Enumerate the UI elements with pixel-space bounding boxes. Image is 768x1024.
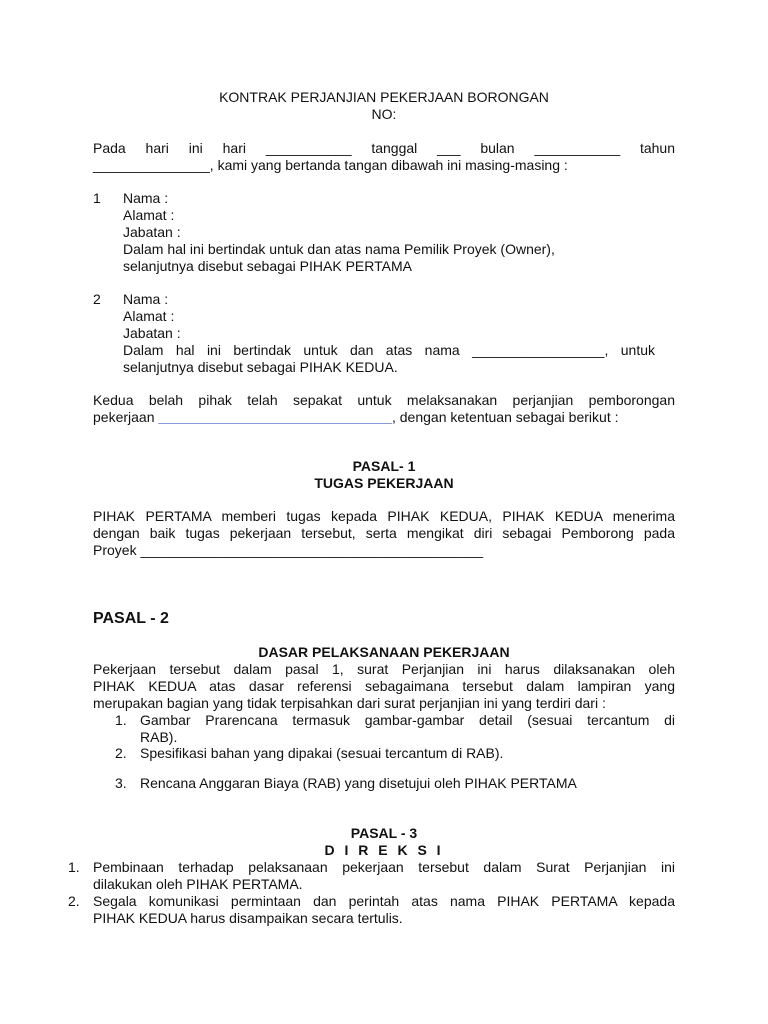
party-2-jabatan: Jabatan : <box>123 325 181 341</box>
party-2-alamat: Alamat : <box>123 308 175 324</box>
pasal-2-heading: PASAL - 2 <box>93 610 169 627</box>
pasal-3-item-1-line-2: dilakukan oleh PIHAK PERTAMA. <box>93 876 303 892</box>
pasal-2-item-2-text: Spesifikasi bahan yang dipakai (sesuai tercantum di RAB). <box>140 745 504 761</box>
pasal-2-item-2 <box>115 745 675 762</box>
pasal-1-subheading: TUGAS PEKERJAAN <box>314 475 454 491</box>
party-2-role-line-2: selanjutnya disebut sebagai PIHAK KEDUA. <box>123 359 398 375</box>
intro-line-2: _______________, kami yang bertanda tangan dibawah ini masing-masing : <box>93 157 568 173</box>
pasal-3-item-2-number: 2. <box>68 893 80 909</box>
pasal-2-item-3 <box>115 775 675 792</box>
pasal-3-item-2 <box>68 893 675 927</box>
pasal-2-item-1-number: 1. <box>115 712 127 728</box>
pasal-2-item-2-number: 2. <box>115 745 127 761</box>
party-2-nama: Nama : <box>123 291 169 307</box>
party-2-number: 2 <box>93 291 101 307</box>
party-1-role-line-2: selanjutnya disebut sebagai PIHAK PERTAMA <box>123 258 412 274</box>
party-1 <box>93 190 675 275</box>
agreement-line-1: Kedua belah pihak telah sepakat untuk melaksanakan perjanjian pemborongan <box>93 392 675 408</box>
pasal-2-item-1-line-2: RAB). <box>140 729 178 745</box>
pasal-2-item-3-text: Rencana Anggaran Biaya (RAB) yang disetujui oleh PIHAK PERTAMA <box>140 775 577 791</box>
pasal-3-item-1-number: 1. <box>68 859 80 875</box>
pasal-2-line-1: Pekerjaan tersebut dalam pasal 1, surat Perjanjian ini harus dilaksanakan oleh <box>93 661 675 677</box>
pasal-3-item-1-line-1: Pembinaan terhadap pelaksanaan pekerjaan tersebut dalam Surat Perjanjian ini <box>93 859 675 875</box>
pasal-3-item-1 <box>68 859 675 893</box>
agreement-prefix: pekerjaan <box>93 409 159 425</box>
pasal-2-item-1-line-1: Gambar Prarencana termasuk gambar-gambar detail (sesuai tercantum di <box>140 712 675 728</box>
party-1-role-line-1: Dalam hal ini bertindak untuk dan atas nama Pemilik Proyek (Owner), <box>123 241 555 257</box>
pasal-3-item-2-line-1: Segala komunikasi permintaan dan perintah atas nama PIHAK PERTAMA kepada <box>93 893 675 909</box>
party-2-role-line-1: Dalam hal ini bertindak untuk dan atas nama _________________, untuk <box>123 342 655 358</box>
pasal-3-heading: PASAL - 3 <box>350 825 418 841</box>
party-2 <box>93 291 675 376</box>
pasal-1-line-2: dengan baik tugas pekerjaan tersebut, serta mengikat diri sebagai Pemborong pada <box>93 525 675 541</box>
party-1-nama: Nama : <box>123 190 169 206</box>
pasal-2-subheading: DASAR PELAKSANAAN PEKERJAAN <box>258 644 510 660</box>
pasal-2-line-3: merupakan bagian yang tidak terpisahkan dari surat perjanjian ini yang terdiri dari : <box>93 695 606 711</box>
pasal-3-subheading: D I R E K S I <box>324 842 444 858</box>
pasal-2-item-1 <box>115 712 675 746</box>
intro-line-1: Pada hari ini hari ___________ tanggal ___ bulan ___________ tahun <box>93 140 675 156</box>
document-title: KONTRAK PERJANJIAN PEKERJAAN BORONGAN <box>219 89 549 105</box>
agreement-blank: ______________________________ <box>158 409 392 425</box>
agreement-suffix: , dengan ketentuan sebagai berikut : <box>391 409 619 425</box>
pasal-1-line-1: PIHAK PERTAMA memberi tugas kepada PIHAK KEDUA, PIHAK KEDUA menerima <box>93 508 675 524</box>
pasal-2-line-2: PIHAK KEDUA atas dasar referensi sebagaimana tersebut dalam lampiran yang <box>93 678 675 694</box>
party-1-number: 1 <box>93 190 101 206</box>
pasal-1-heading: PASAL- 1 <box>352 458 416 474</box>
document-number: NO: <box>371 106 397 122</box>
pasal-3-item-2-line-2: PIHAK KEDUA harus disampaikan secara tertulis. <box>93 910 403 926</box>
pasal-1-line-3: Proyek ____________________________________________ <box>93 542 484 558</box>
agreement-line-2 <box>93 409 675 426</box>
party-1-alamat: Alamat : <box>123 207 175 223</box>
pasal-2-item-3-number: 3. <box>115 775 127 791</box>
party-1-jabatan: Jabatan : <box>123 224 181 240</box>
